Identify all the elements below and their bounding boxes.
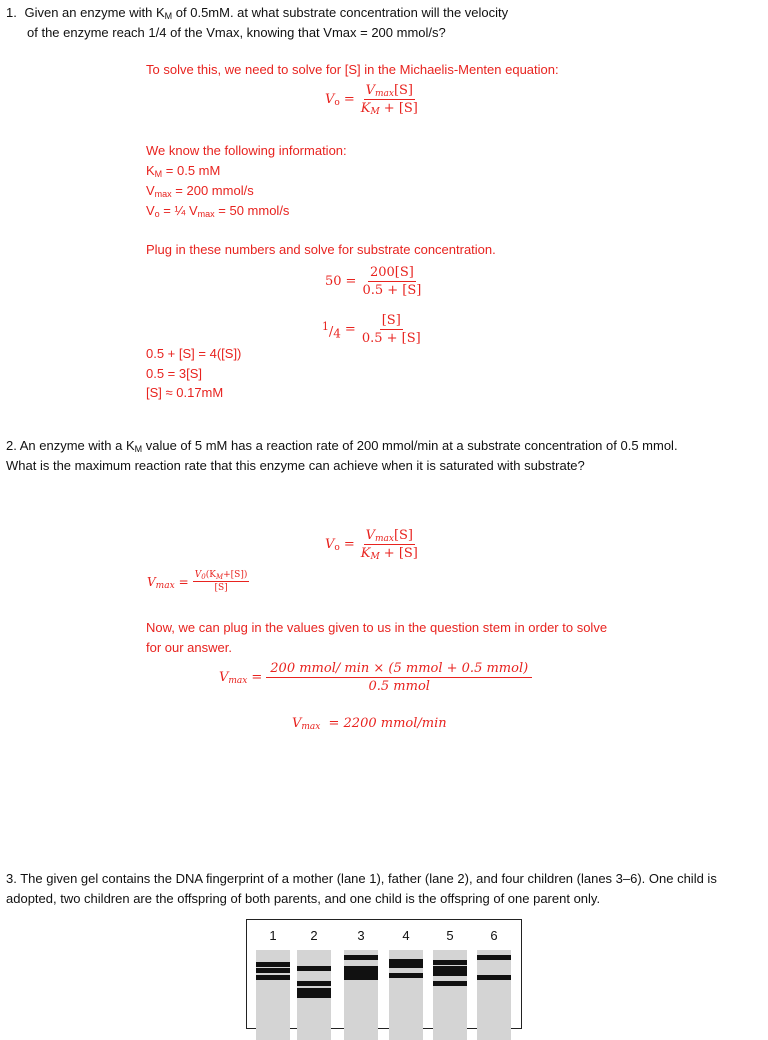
q1-known-vo: $V_o$ = ¼ $V_{max} = 50$ mmol/s bbox=[146, 203, 290, 219]
q3-line2: adopted, two children are the offspring of both parents, and one child is the offspring of one parent only. bbox=[6, 891, 601, 906]
gel-band bbox=[389, 973, 423, 978]
q1-answer: [S] ≈ 0.17mM bbox=[146, 385, 224, 400]
q1-plug-text: Plug in these numbers and solve for substrate concentration. bbox=[146, 242, 496, 257]
q1-line2: of the enzyme reach 1/4 of the Vmax, knowing that Vmax = 200 mmol/s? bbox=[27, 25, 446, 40]
gel-band bbox=[389, 963, 423, 968]
lane-label-1: 1 bbox=[269, 928, 277, 943]
gel-band bbox=[433, 971, 467, 976]
gel-band bbox=[256, 968, 290, 973]
lane-label-6: 6 bbox=[490, 928, 498, 943]
gel-band bbox=[344, 955, 378, 960]
q1-eq-quarter: $^1/_4$ = $\frac{[S]}{0.5 + [S]}$ bbox=[322, 313, 421, 346]
lane-label-2: 2 bbox=[310, 928, 318, 943]
gel-lane-5 bbox=[433, 950, 467, 1040]
gel-lane-1 bbox=[256, 950, 290, 1040]
gel-band bbox=[297, 966, 331, 971]
q1-step2: 0.5 = 3[S] bbox=[146, 366, 203, 381]
gel-band bbox=[344, 970, 378, 975]
gel-band bbox=[433, 981, 467, 986]
q2-plug-line2: for our answer. bbox=[146, 640, 232, 655]
gel-band bbox=[297, 981, 331, 986]
lane-label-5: 5 bbox=[446, 928, 454, 943]
gel-lane-4 bbox=[389, 950, 423, 1040]
q3-line1: 3. The given gel contains the DNA fingerprint of a mother (lane 1), father (lane 2), and four children (lanes 3–6). One child is bbox=[6, 871, 717, 886]
lane-label-3: 3 bbox=[357, 928, 365, 943]
gel-band bbox=[477, 955, 511, 960]
gel-band bbox=[477, 975, 511, 980]
q2-answer: $V_{max} = 2200$ mmol/min bbox=[292, 716, 447, 732]
q1-eq-50: 50 = $\frac{200[S]}{0.5 + [S]}$ bbox=[325, 265, 422, 298]
lane-label-4: 4 bbox=[402, 928, 410, 943]
q2-rearranged-equation: $V_{max}$ = $\frac{V_0(K_M+[S])}{[S]}$ bbox=[147, 570, 248, 593]
q1-line1: Given an enzyme with $K_M$ of 0.5mM. at what substrate concentration will the velocity bbox=[24, 5, 509, 21]
gel-band bbox=[256, 975, 290, 980]
q2-calculation: $V_{max}$ = $\frac{\text{200 mmol/ min × (5 mmol + 0.5 mmol)}}{\text{0.5 mmol}}$ bbox=[219, 661, 532, 694]
dna-gel bbox=[246, 919, 522, 1029]
q2-mm-equation: $V_o$ = $\frac{V_{max}[S]}{K_M + [S]}$ bbox=[325, 528, 418, 562]
gel-lane-3 bbox=[344, 950, 378, 1040]
q1-number: 1. bbox=[6, 5, 17, 20]
q2-line1: 2. An enzyme with a $K_M$ value of 5 mM has a reaction rate of 200 mmol/min at a substrate concentration of 0.5 mmol. bbox=[6, 438, 678, 454]
q2-line2: What is the maximum reaction rate that this enzyme can achieve when it is saturated with substrate? bbox=[6, 458, 585, 473]
q2-plug-line1: Now, we can plug in the values given to us in the question stem in order to solve bbox=[146, 620, 608, 635]
q1-known-vmax: $V_{max} = 200$ mmol/s bbox=[146, 183, 254, 199]
q1-question bbox=[6, 3, 508, 23]
gel-lane-6 bbox=[477, 950, 511, 1040]
gel-band bbox=[433, 960, 467, 965]
q1-intro: To solve this, we need to solve for [S] in the Michaelis-Menten equation: bbox=[146, 62, 559, 77]
q1-known-km: $K_M = 0.5$ mM bbox=[146, 163, 221, 179]
gel-band bbox=[297, 993, 331, 998]
q1-mm-equation: $V_o$ = $\frac{V_{max}[S]}{K_M + [S]}$ bbox=[325, 83, 418, 117]
gel-lane-2 bbox=[297, 950, 331, 1040]
gel-band bbox=[344, 975, 378, 980]
gel-band bbox=[256, 962, 290, 967]
q1-step1: 0.5 + [S] = 4([S]) bbox=[146, 346, 242, 361]
q1-known-title: We know the following information: bbox=[146, 143, 347, 158]
